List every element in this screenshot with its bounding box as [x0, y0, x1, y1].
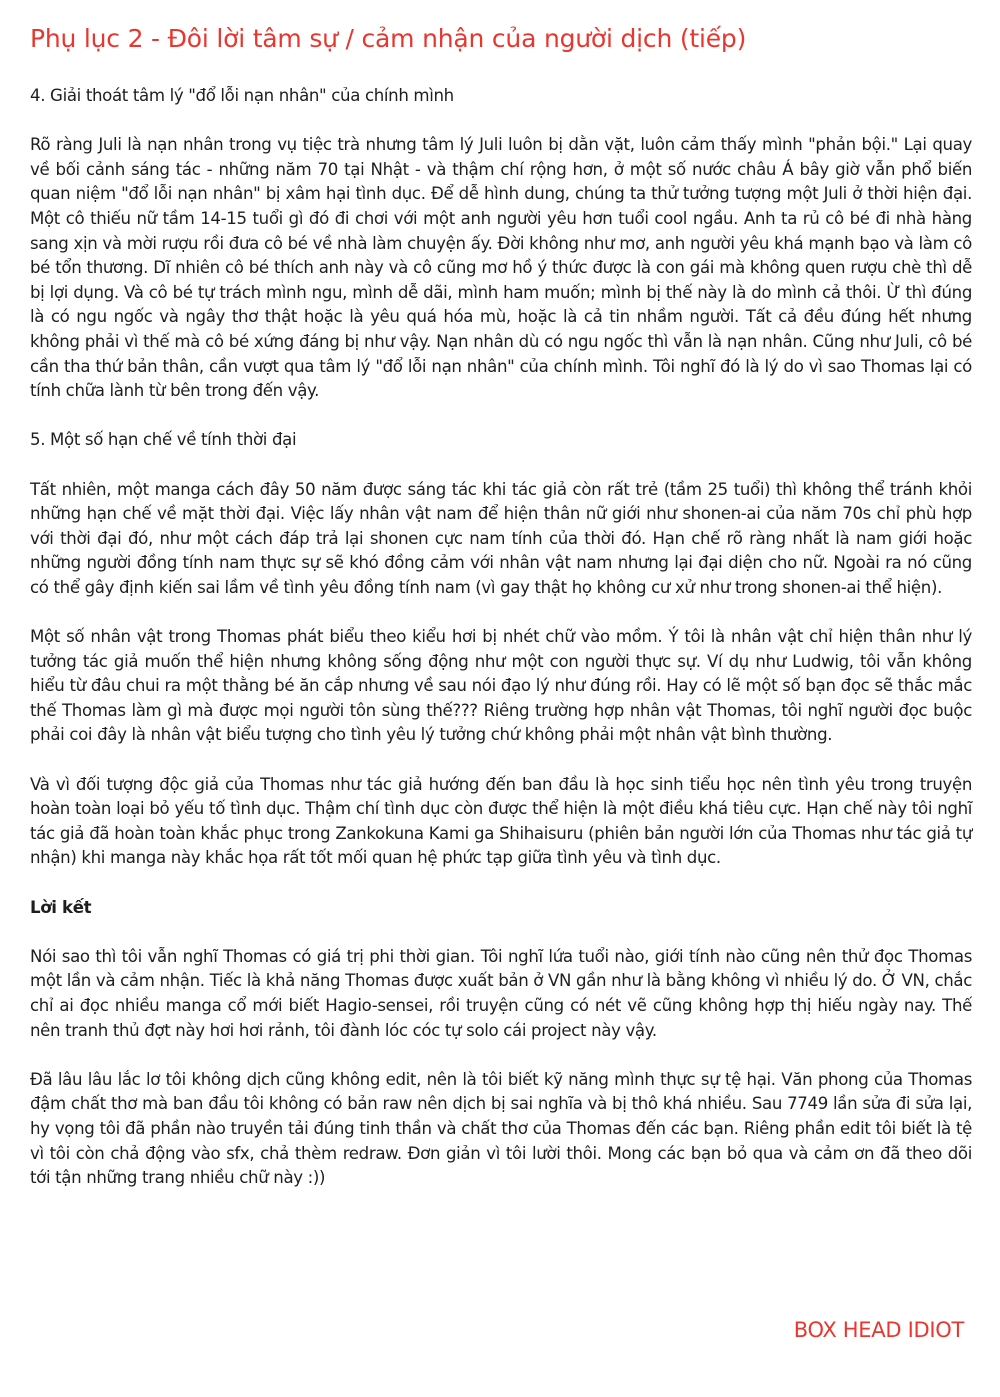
section-4-paragraph-1: Rõ ràng Juli là nạn nhân trong vụ tiệc trà nhưng tâm lý Juli luôn bị dằn vặt, luôn cảm thấy mình "phản bội." Lại quay về bối cảnh sáng tác - những năm 70 tại Nhật - và thậm chí rộng hơn, ở một số nước châu Á bây giờ vẫn phổ biến quan niệm "đổ lỗi nạn nhân" bị xâm hại tình dục. Để dễ hình dung, chúng ta thử tưởng tượng một Juli ở thời hiện đại. Một cô thiếu nữ tầm 14-15 tuổi gì đó đi chơi với một anh người yêu hơn tuổi cool ngầu. Anh ta rủ cô bé đi nhà hàng sang xịn và mời rượu rồi đưa cô bé về nhà làm chuyện ấy. Đời không như mơ, anh người yêu khá mạnh bạo và làm cô bé tổn thương. Dĩ nhiên cô bé thích anh này và cô cũng mơ hồ ý thức được là con gái mà không quen rượu chè thì dễ bị lợi dụng. Và cô bé tự trách mình ngu, mình dễ dãi, mình ham muốn; mình bị thế này là do mình cả thôi. Ừ thì đúng là có ngu ngốc và ngây thơ thật hoặc là yêu quá hóa mù, hoặc là cả tin nhầm người. Tất cả đều đúng hết nhưng không phải vì thế mà cô bé xứng đáng bị như vậy. Nạn nhân dù có ngu ngốc thì vẫn là nạn nhân. Cũng như Juli, cô bé cần tha thứ bản thân, cần vượt qua tâm lý "đổ lỗi nạn nhân" của chính mình. Tôi nghĩ đó là lý do vì sao Thomas lại có tính chữa lành từ bên trong đến vậy.	[30, 135, 972, 401]
conclusion-paragraph-2: Đã lâu lâu lắc lơ tôi không dịch cũng không edit, nên là tôi biết kỹ năng mình thực sự tệ hại. Văn phong của Thomas đậm chất thơ mà ban đầu tôi không có bản raw nên dịch bị sai nghĩa và bị thô khá nhiều. Sau 7749 lần sửa đi sửa lại, hy vọng tôi đã phần nào truyền tải đúng tinh thần và chất thơ của Thomas đến các bạn. Riêng phần edit tôi biết là tệ vì tôi còn chả động vào sfx, chả thèm redraw. Đơn giản vì tôi lười thôi. Mong các bạn bỏ qua và cảm ơn đã theo dõi tới tận những trang nhiều chữ này :))	[30, 1069, 972, 1188]
conclusion-heading: Lời kết	[30, 897, 92, 917]
page-title: Phụ lục 2 - Đôi lời tâm sự / cảm nhận của người dịch (tiếp)	[30, 24, 747, 53]
document-body	[30, 84, 972, 1215]
section-5-paragraph-3: Và vì đối tượng độc giả của Thomas như tác giả hướng đến ban đầu là học sinh tiểu học nên tình yêu trong truyện hoàn toàn loại bỏ yếu tố tình dục. Thậm chí tình dục còn được thể hiện là một điều khá tiêu cực. Hạn chế này tôi nghĩ tác giả đã hoàn toàn khắc phục trong Zankokuna Kami ga Shihaisuru (phiên bản người lớn của Thomas như tác giả tự nhận) khi manga này khắc họa rất tốt mối quan hệ phức tạp giữa tình yêu và tình dục.	[30, 774, 972, 868]
section-4-heading: 4. Giải thoát tâm lý "đổ lỗi nạn nhân" của chính mình	[30, 86, 454, 105]
section-5-paragraph-2: Một số nhân vật trong Thomas phát biểu theo kiểu hơi bị nhét chữ vào mồm. Ý tôi là nhân vật chỉ hiện thân như lý tưởng tác giả muốn thể hiện nhưng không sống động như một con người thực sự. Ví dụ như Ludwig, tôi vẫn không hiểu từ đâu chui ra một thằng bé ăn cắp nhưng về sau nói đạo lý như đúng rồi. Hay có lẽ một số bạn đọc sẽ thắc mắc thế Thomas làm gì mà được mọi người tôn sùng thế??? Riêng trường hợp nhân vật Thomas, tôi nghĩ người đọc buộc phải coi đây là nhân vật biểu tượng cho tình yêu lý tưởng chứ không phải một nhân vật bình thường.	[30, 627, 972, 745]
conclusion-paragraph-1: Nói sao thì tôi vẫn nghĩ Thomas có giá trị phi thời gian. Tôi nghĩ lứa tuổi nào, giới tính nào cũng nên thử đọc Thomas một lần và cảm nhận. Tiếc là khả năng Thomas được xuất bản ở VN gần như là bằng không vì nhiều lý do. Ở VN, chắc chỉ ai đọc nhiều manga cổ mới biết Hagio-sensei, rồi truyện cũng có nét vẽ cũng không hợp thị hiếu ngày nay. Thế nên tranh thủ đợt này hơi hơi rảnh, tôi đành lóc cóc tự solo cái project này vậy.	[30, 946, 972, 1040]
translator-signature: BOX HEAD IDIOT	[793, 1318, 964, 1342]
section-5-paragraph-1: Tất nhiên, một manga cách đây 50 năm được sáng tác khi tác giả còn rất trẻ (tầm 25 tuổi) thì không thể tránh khỏi những hạn chế về mặt thời đại. Việc lấy nhân vật nam để hiện thân nữ giới như shonen-ai của năm 70s chỉ phù hợp với thời đại đó, như một cách đáp trả lại shonen cực nam tính của thời đó. Hạn chế rõ ràng nhất là nam giới hoặc những người đồng tính nam thực sự sẽ khó đồng cảm với nhân vật nam nhưng lại đại diện cho nữ. Ngoài ra nó cũng có thể gây định kiến sai lầm về tình yêu đồng tính nam (vì gay thật họ không cư xử như trong shonen-ai thể hiện).	[30, 479, 972, 597]
section-5-heading: 5. Một số hạn chế về tính thời đại	[30, 430, 297, 450]
